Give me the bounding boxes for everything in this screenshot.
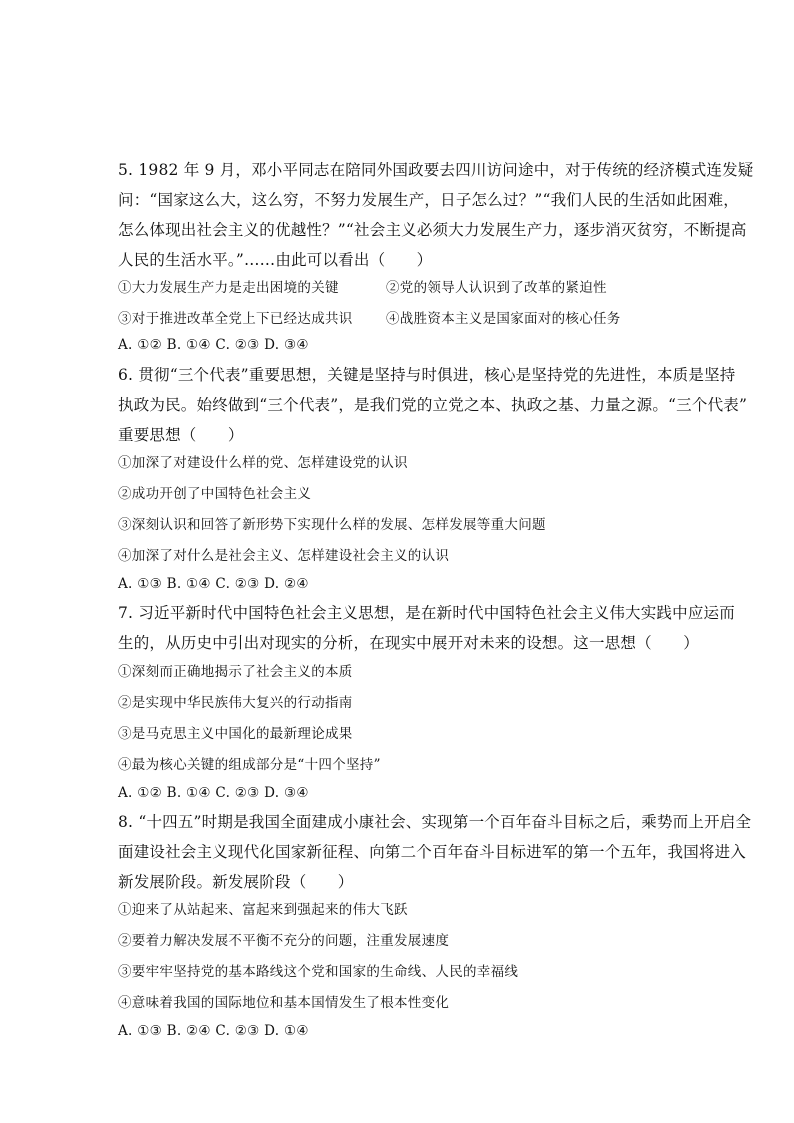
q7-option-3: ③是马克思主义中国化的最新理论成果 bbox=[118, 726, 353, 742]
q6-stem-line-3: 重要思想（ ） bbox=[118, 426, 244, 444]
q8-stem-line-2: 面建设社会主义现代化国家新征程、向第二个百年奋斗目标进军的第一个五年，我国将进入 bbox=[118, 843, 747, 861]
q8-stem-line-1: 8. “十四五”时期是我国全面建成小康社会、实现第一个百年奋斗目标之后，乘势而上开启全 bbox=[118, 813, 752, 831]
q8-option-3: ③要牢牢坚持党的基本路线这个党和国家的生命线、人民的幸福线 bbox=[118, 964, 519, 980]
q8-option-1: ①迎来了从站起来、富起来到强起来的伟大飞跃 bbox=[118, 902, 408, 918]
q5-stem-line-1: 5. 1982 年 9 月，邓小平同志在陪同外国政要去四川访问途中，对于传统的经济模式连发疑 bbox=[118, 161, 754, 179]
q5-option-1: ①大力发展生产力是走出困境的关键 bbox=[118, 280, 339, 296]
q5-option-3: ③对于推进改革全党上下已经达成共识 bbox=[118, 311, 353, 327]
q6-answer-choices: A. ①③ B. ①④ C. ②③ D. ②④ bbox=[118, 576, 309, 592]
q6-option-3: ③深刻认识和回答了新形势下实现什么样的发展、怎样发展等重大问题 bbox=[118, 517, 546, 533]
q5-option-row-2 bbox=[118, 307, 621, 327]
q5-stem-line-4: 人民的生活水平。”……由此可以看出（ ） bbox=[118, 251, 433, 269]
q8-answer-choices: A. ①③ B. ②④ C. ②③ D. ①④ bbox=[118, 1023, 309, 1039]
q6-option-1: ①加深了对建设什么样的党、怎样建设党的认识 bbox=[118, 455, 408, 471]
q8-option-4: ④意味着我国的国际地位和基本国情发生了根本性变化 bbox=[118, 995, 450, 1011]
q7-option-4: ④最为核心关键的组成部分是“十四个坚持” bbox=[118, 757, 381, 773]
q7-answer-choices: A. ①② B. ①④ C. ②③ D. ③④ bbox=[118, 785, 309, 801]
q6-option-4: ④加深了对什么是社会主义、怎样建设社会主义的认识 bbox=[118, 548, 450, 564]
q6-stem-line-1: 6. 贯彻“三个代表”重要思想，关键是坚持与时俱进，核心是坚持党的先进性，本质是坚持 bbox=[118, 366, 736, 384]
q5-stem-line-3: 怎么体现出社会主义的优越性？”“社会主义必须大力发展生产力，逐步消灭贫穷，不断提高 bbox=[118, 221, 747, 239]
q5-option-row-1 bbox=[118, 276, 607, 296]
q7-stem-line-1: 7. 习近平新时代中国特色社会主义思想，是在新时代中国特色社会主义伟大实践中应运而 bbox=[118, 604, 735, 622]
q8-option-2: ②要着力解决发展不平衡不充分的问题，注重发展速度 bbox=[118, 933, 450, 949]
q5-answer-choices: A. ①② B. ①④ C. ②③ D. ③④ bbox=[118, 337, 309, 353]
q7-option-2: ②是实现中华民族伟大复兴的行动指南 bbox=[118, 695, 353, 711]
q7-stem-line-2: 生的，从历史中引出对现实的分析，在现实中展开对未来的设想。这一思想（ ） bbox=[118, 634, 699, 652]
q6-stem-line-2: 执政为民。始终做到“三个代表”，是我们党的立党之本、执政之基、力量之源。“三个代表” bbox=[118, 396, 748, 414]
q8-stem-line-3: 新发展阶段。新发展阶段（ ） bbox=[118, 873, 354, 891]
q5-stem-line-2: 问：“国家这么大，这么穷，不努力发展生产，日子怎么过？”“我们人民的生活如此困难， bbox=[118, 191, 739, 209]
q7-option-1: ①深刻而正确地揭示了社会主义的本质 bbox=[118, 664, 353, 680]
q5-option-2: ②党的领导人认识到了改革的紧迫性 bbox=[386, 280, 607, 296]
q5-option-4: ④战胜资本主义是国家面对的核心任务 bbox=[386, 311, 621, 327]
q6-option-2: ②成功开创了中国特色社会主义 bbox=[118, 486, 312, 502]
